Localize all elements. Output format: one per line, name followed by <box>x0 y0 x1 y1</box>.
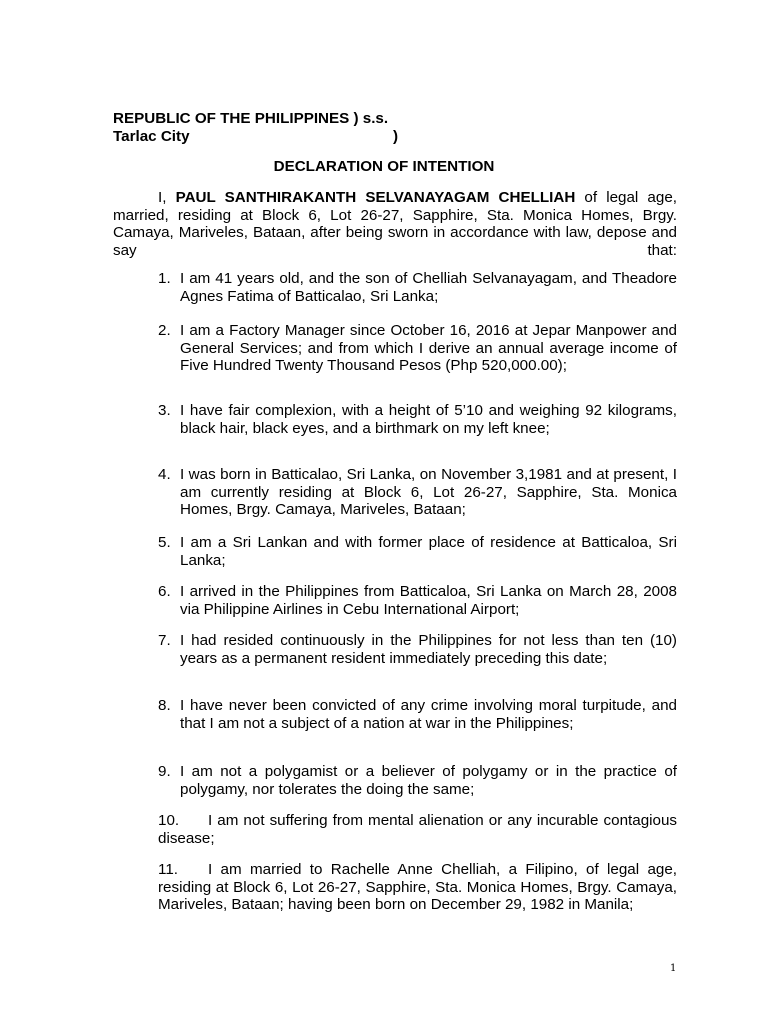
statement-item <box>158 466 677 519</box>
statement-number: 3. <box>158 402 171 419</box>
declarant-name: PAUL SANTHIRAKANTH SELVANAYAGAM CHELLIAH <box>175 189 576 206</box>
statement-number: 10. <box>158 812 180 829</box>
document-title: DECLARATION OF INTENTION <box>273 158 495 175</box>
statement-text: I was born in Batticalao, Sri Lanka, on November 3,1981 and at present, I am currently residing at Block 6, Lot 26-27, Sapphire, Sta. Monica Homes, Brgy. Camaya, Mariveles, Bataan; <box>180 466 677 518</box>
statement-number: 9. <box>158 763 171 780</box>
statement-item <box>158 812 677 847</box>
statement-number: 1. <box>158 270 171 287</box>
caption-republic-text: REPUBLIC OF THE PHILIPPINES ) s.s. <box>113 110 389 127</box>
statement-item <box>158 632 677 667</box>
statement-item <box>158 402 677 437</box>
statement-text: I am 41 years old, and the son of Chelliah Selvanayagam, and Theadore Agnes Fatima of Batticalao, Sri Lanka; <box>180 270 677 305</box>
statement-number: 7. <box>158 632 171 649</box>
statement-text: I am not suffering from mental alienation or any incurable contagious disease; <box>158 812 677 847</box>
statement-item <box>158 763 677 798</box>
statement-item <box>158 697 677 732</box>
statement-text: I have fair complexion, with a height of 5’10 and weighing 92 kilograms, black hair, black eyes, and a birthmark on my left knee; <box>180 402 677 437</box>
statement-item <box>158 583 677 618</box>
statement-item <box>158 322 677 375</box>
statement-number: 8. <box>158 697 171 714</box>
intro-paragraph <box>113 189 677 259</box>
statement-number: 4. <box>158 466 171 483</box>
statement-item <box>158 534 677 569</box>
statement-text: I am a Sri Lankan and with former place of residence at Batticaloa, Sri Lanka; <box>180 534 677 569</box>
statement-text: I have never been convicted of any crime involving moral turpitude, and that I am not a subject of a nation at war in the Philippines; <box>180 697 677 732</box>
statement-number: 5. <box>158 534 171 551</box>
statement-text: I am not a polygamist or a believer of polygamy or in the practice of polygamy, nor tolerates the doing the same; <box>180 763 677 798</box>
venue-caption <box>113 110 399 146</box>
statement-number: 2. <box>158 322 171 339</box>
caption-city-paren: ) <box>393 128 399 145</box>
caption-line-city <box>113 128 399 146</box>
statement-number: 6. <box>158 583 171 600</box>
statement-number: 11. <box>158 861 178 878</box>
intro-body: of legal age, married, residing at Block 6, Lot 26-27, Sapphire, Sta. Monica Homes, Brgy. Camaya, Mariveles, Bataan, after being sworn in accordance with law, depose and say that: <box>113 189 677 259</box>
intro-text <box>113 189 677 259</box>
caption-city-text: Tarlac City <box>113 128 190 145</box>
caption-line-republic <box>113 110 388 128</box>
intro-prefix: I, <box>158 189 176 206</box>
statement-text: I am married to Rachelle Anne Chelliah, a Filipino, of legal age, residing at Block 6, Lot 26-27, Sapphire, Sta. Monica Homes, Brgy. Camaya, Mariveles, Bataan; having been born on December 29, 1982 in Manila; <box>158 861 677 913</box>
statement-item <box>158 270 677 305</box>
statement-text: I arrived in the Philippines from Batticaloa, Sri Lanka on March 28, 2008 via Philippine Airlines in Cebu International Airport; <box>180 583 677 618</box>
statement-text: I am a Factory Manager since October 16, 2016 at Jepar Manpower and General Services; and from which I derive an annual average income of Five Hundred Twenty Thousand Pesos (Php 520,000.00); <box>180 322 677 374</box>
statement-item <box>158 861 677 914</box>
statement-text: I had resided continuously in the Philippines for not less than ten (10) years as a permanent resident immediately preceding this date; <box>180 632 677 667</box>
page-number: 1 <box>670 963 677 974</box>
